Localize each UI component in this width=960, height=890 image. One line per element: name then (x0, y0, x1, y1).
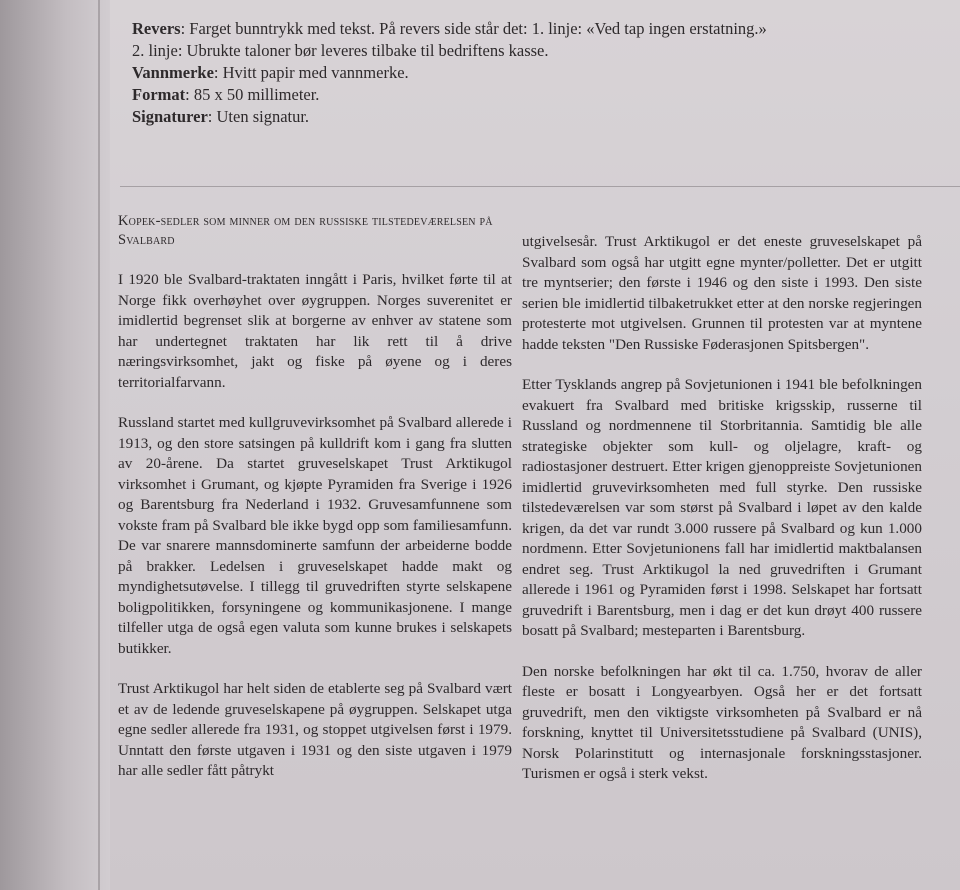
paragraph: Den norske befolkningen har økt til ca. 1.750, hvorav de aller fleste er bosatt i Longyearbyen. Også her er det fortsatt gruvedrift, men den viktigste virksomheten på Svalbard er nå forskning, knyttet til Universitetsstudiene på Svalbard (UNIS), Norsk Polarinstitutt og internasjonale forskningsstasjoner. Turismen er også i sterk vekst. (522, 662, 922, 782)
spec-revers-label: Revers (132, 19, 181, 38)
paragraph: Trust Arktikugol har helt siden de etablerte seg på Svalbard vært et av de ledende gruveselskapene på øygruppen. Selskapet utga egne sedler allerede fra 1931, og stoppet utgivelsen først i 1979. Unntatt den første utgaven i 1931 og den siste utgaven i 1979 har alle sedler fått påtrykt (118, 680, 512, 779)
spec-format-label: Format (132, 85, 186, 104)
paragraph: Etter Tysklands angrep på Sovjetunionen i 1941 ble befolkningen evakuert fra Svalbard med britiske krigsskip, russerne til Russland og nordmennene til Storbritannia. Samtidig ble alle strategiske objekter som kull- og oljelagre, kraft- og radiostasjoner destruert. Etter krigen gjenoppreiste Sovjetunionen imidlertid gruvevirksomheten med full styrke. Den russiske tilstedeværelsen var som størst på Svalbard i løpet av den kalde krigen, da det var rundt 3.000 russere på Svalbard og kun 1.000 nordmenn. Etter Sovjetunionens fall har imidlertid maktbalansen endret seg. Trust Arktikugol la ned gruvedriften i Grumant allerede i 1961 og Pyramiden først i 1998. Selskapet har fortsatt gruvedrift i Barentsburg, men i dag er det kun drøyt 400 russere bosatt på Svalbard; mesteparten i Barentsburg. (522, 376, 922, 639)
article-column-right (522, 232, 922, 805)
spec-vannmerke-label: Vannmerke (132, 63, 214, 82)
paragraph: utgivelsesår. Trust Arktikugol er det eneste gruveselskapet på Svalbard som også har utgitt egne mynter/polletter. Det er utgitt tre myntserier; den første i 1946 og den siste i 1993. Den siste serien ble imidlertid tilbaketrukket etter at den norske regjeringen protesterte mot utgivelsen. Grunnen til protesten var at myntene hadde teksten "Den Russiske Føderasjonen Spitsbergen". (522, 233, 922, 353)
spec-signaturer-label: Signaturer (132, 107, 208, 126)
spec-signaturer-text: : Uten signatur. (207, 107, 310, 126)
spec-revers-line2: 2. linje: Ubrukte taloner bør leveres tilbake til bedriftens kasse. (132, 41, 549, 60)
spec-vannmerke-text: : Hvitt papir med vannmerke. (213, 63, 409, 82)
spec-revers (132, 18, 932, 40)
spine-line (98, 0, 100, 890)
spec-revers-text: : Farget bunntrykk med tekst. På revers side står det: 1. linje: «Ved tap ingen erstatning.» (180, 19, 767, 38)
spec-format-text: : 85 x 50 millimeter. (185, 85, 320, 104)
spec-format (132, 84, 932, 106)
spec-signaturer (132, 106, 932, 128)
article-column-left (118, 212, 512, 802)
note-specifications (132, 18, 932, 128)
article-heading: Kopek-sedler som minner om den russiske tilstedeværelsen på Svalbard (118, 213, 493, 248)
book-spine-shadow (0, 0, 110, 890)
paragraph: Russland startet med kullgruvevirksomhet på Svalbard allerede i 1913, og den store satsingen på kulldrift kom i gang fra slutten av 20-årene. Da startet gruveselskapet Trust Arktikugol virksomhet i Grumant, og kjøpte Pyramiden fra Sverige i 1926 og Barentsburg fra Nederland i 1932. Gruvesamfunnene som vokste fram på Svalbard ble ikke bygd opp som familiesamfunn. De var snarere mannsdominerte samfunn der arbeiderne bodde på brakker. Ledelsen i gruveselskapet hadde makt og myndighetsutøvelse. I tillegg til gruvedriften styrte selskapene boligpolitikken, forsyningene og kommunikasjonene. I mange tilfeller utga de også egen valuta som kunne brukes i selskapets butikker. (118, 414, 512, 657)
paragraph: I 1920 ble Svalbard-traktaten inngått i Paris, hvilket førte til at Norge fikk overhøyhet over øygruppen. Norges suverenitet er imidlertid begrenset slik at borgerne av enhver av statene som har undertegnet traktaten har lik rett til å drive næringsvirksomhet, jakt og fiske på øyene og i deres territorialfarvann. (118, 271, 512, 391)
spec-vannmerke (132, 62, 932, 84)
section-divider (120, 186, 960, 187)
